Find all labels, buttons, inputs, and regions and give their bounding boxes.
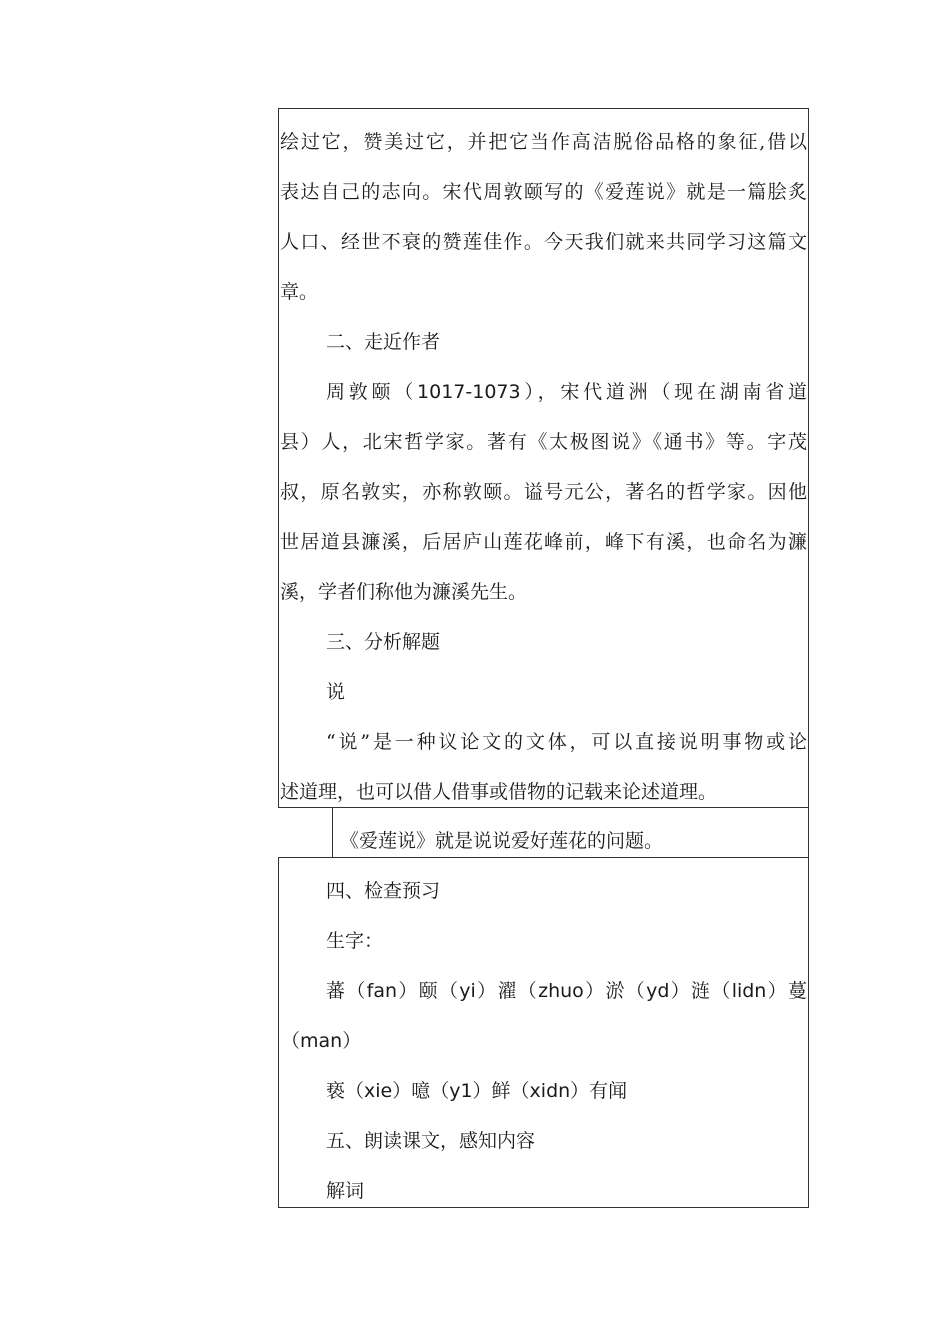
- paragraph-line: 人口、经世不衰的赞莲佳作。今天我们就来共同学习这篇文: [280, 231, 807, 253]
- heading-author: 二、走近作者: [326, 331, 441, 353]
- author-line: 溪，学者们称他为濂溪先生。: [280, 581, 528, 603]
- paragraph-line: 表达自己的志向。宋代周敦颐写的《爱莲说》就是一篇脍炙: [280, 181, 807, 203]
- shuo-line: “说”是一种议论文的文体，可以直接说明事物或论: [326, 731, 807, 753]
- paragraph-line: 章。: [280, 281, 319, 303]
- pinyin-line: （man）: [281, 1030, 362, 1052]
- author-line: 世居道县濂溪，后居庐山莲花峰前，峰下有溪，也命名为濂: [280, 531, 807, 553]
- ailianshuo-line: 《爱莲说》就是说说爱好莲花的问题。: [340, 830, 664, 852]
- heading-title-analysis: 三、分析解题: [326, 631, 441, 653]
- heading-preview: 四、检查预习: [326, 880, 441, 902]
- shuo-label: 说: [326, 681, 346, 703]
- paragraph-line: 绘过它，赞美过它，并把它当作高洁脱俗品格的象征,借以: [280, 131, 807, 153]
- pinyin-line: 蕃（fan）颐（yi）濯（zhuo）淤（yd）涟（lidn）蔓: [326, 980, 807, 1002]
- author-line: 叔，原名敦实，亦称敦颐。谥号元公，著名的哲学家。因他: [280, 481, 807, 503]
- author-line: 县）人，北宋哲学家。著有《太极图说》《通书》等。字茂: [280, 431, 807, 453]
- shuo-line: 述道理，也可以借人借事或借物的记载来论述道理。: [280, 781, 718, 803]
- heading-reading: 五、朗读课文，感知内容: [326, 1130, 536, 1152]
- author-line: 周敦颐（1017-1073），宋代道洲（现在湖南省道: [326, 381, 807, 403]
- pinyin-line: 亵（xie）噫（y1）鲜（xidn）有闻: [326, 1080, 628, 1102]
- new-characters-label: 生字：: [326, 930, 384, 952]
- vocabulary-label: 解词: [326, 1180, 365, 1202]
